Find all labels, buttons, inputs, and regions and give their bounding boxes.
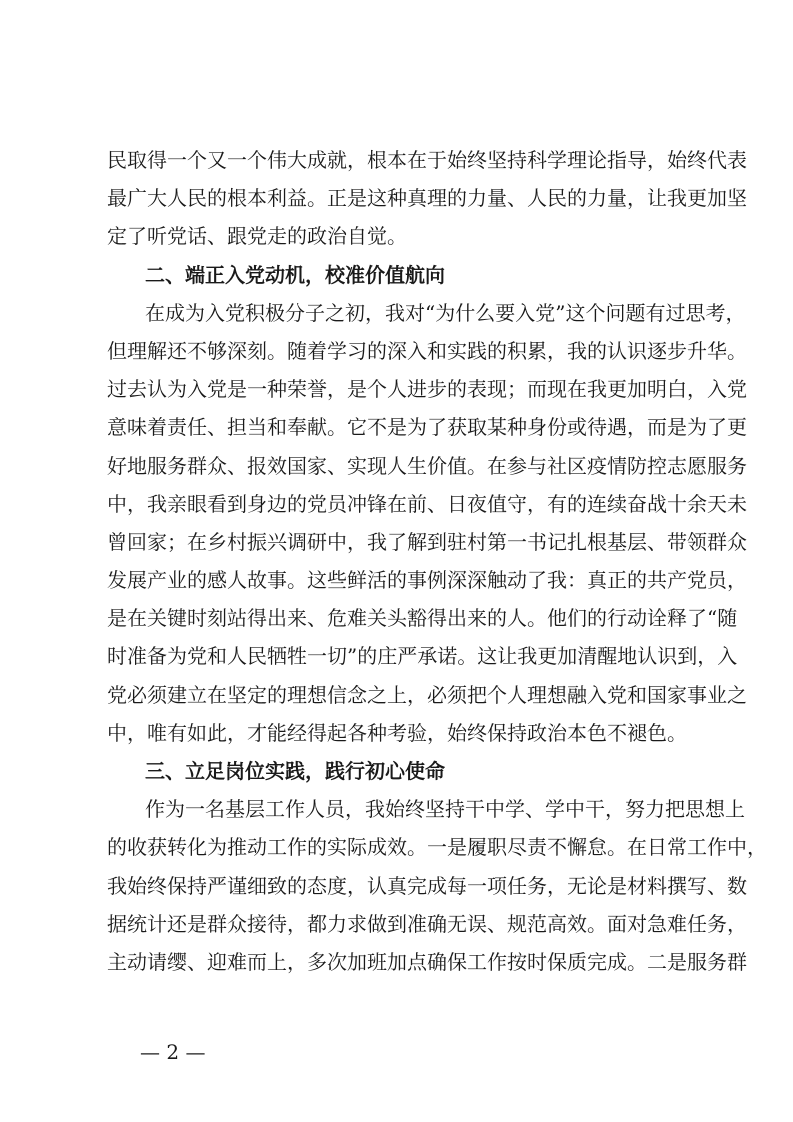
text-line: 发展产业的感人故事。这些鲜活的事例深深触动了我：真正的共产党员， — [107, 568, 747, 593]
page-number: — 2 — — [140, 1040, 206, 1064]
section-heading: 三、立足岗位实践，践行初心使命 — [145, 759, 445, 783]
text-line: 定了听党话、跟党走的政治自觉。 — [107, 224, 407, 249]
text-line: 曾回家；在乡村振兴调研中，我了解到驻村第一书记扎根基层、带领群众 — [107, 529, 747, 554]
text-line: 最广大人民的根本利益。正是这种真理的力量、人民的力量，让我更加坚 — [107, 186, 747, 211]
text-line: 意味着责任、担当和奉献。它不是为了获取某种身份或待遇，而是为了更 — [107, 415, 747, 440]
text-line: 过去认为入党是一种荣誉，是个人进步的表现；而现在我更加明白，入党 — [107, 377, 747, 402]
text-line: 时准备为党和人民牺牲一切”的庄严承诺。这让我更加清醒地认识到，入 — [107, 644, 738, 669]
text-line: 的收获转化为推动工作的实际成效。一是履职尽责不懈怠。在日常工作中， — [107, 835, 767, 860]
text-line: 好地服务群众、报效国家、实现人生价值。在参与社区疫情防控志愿服务 — [107, 453, 747, 478]
text-line: 民取得一个又一个伟大成就，根本在于始终坚持科学理论指导，始终代表 — [107, 148, 747, 172]
text-line: 据统计还是群众接待，都力求做到准确无误、规范高效。面对急难任务， — [107, 911, 747, 936]
text-line: 中，我亲眼看到身边的党员冲锋在前、日夜值守，有的连续奋战十余天未 — [107, 491, 747, 516]
text-line: 主动请缨、迎难而上，多次加班加点确保工作按时保质完成。二是服务群 — [107, 949, 747, 974]
text-line: 中，唯有如此，才能经得起各种考验，始终保持政治本色不褪色。 — [107, 720, 687, 745]
text-line: 作为一名基层工作人员，我始终坚持干中学、学中干，努力把思想上 — [145, 797, 745, 822]
document-body — [107, 141, 767, 981]
text-line: 在成为入党积极分子之初，我对“为什么要入党”这个问题有过思考， — [145, 300, 746, 325]
text-line: 党必须建立在坚定的理想信念之上，必须把个人理想融入党和国家事业之 — [107, 682, 747, 707]
text-line: 是在关键时刻站得出来、危难关头豁得出来的人。他们的行动诠释了“随 — [107, 606, 738, 631]
section-heading: 二、端正入党动机，校准价值航向 — [145, 262, 445, 287]
text-line: 我始终保持严谨细致的态度，认真完成每一项任务，无论是材料撰写、数 — [107, 873, 747, 898]
text-line: 但理解还不够深刻。随着学习的深入和实践的积累，我的认识逐步升华。 — [107, 338, 747, 363]
